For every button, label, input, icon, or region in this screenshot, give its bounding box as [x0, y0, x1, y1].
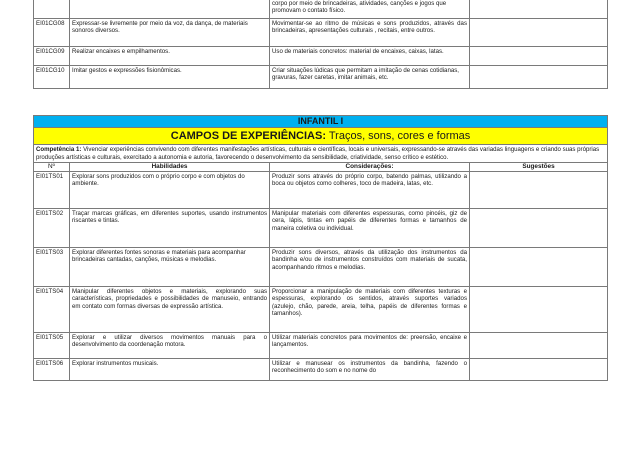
row-code: EI01CG10	[34, 66, 70, 89]
row-suggestion	[470, 66, 608, 89]
row-consideration: Proporcionar a manipulação de materiais com diferentes texturas e espessuras, explorando os sentidos, através suportes variados (azulejo, chão, parede, areia, telha, papéis de diferentes formas e tamanhos).	[270, 286, 470, 332]
row-code: EI01TS02	[34, 208, 70, 247]
row-consideration: Criar situações lúdicas que permitam a imitação de cenas cotidianas, gravuras, fazer caretas, imitar animais, etc.	[270, 66, 470, 89]
row-consideration: Uso de materiais concretos: material de encaixes, caixas, latas.	[270, 47, 470, 66]
row-suggestion	[470, 208, 608, 247]
section-title-row	[34, 116, 608, 128]
row-skill	[70, 0, 270, 19]
row-consideration: Produzir sons através do próprio corpo, batendo palmas, utilizando a boca ou objetos como colheres, toco de madeira, latas, etc.	[270, 171, 470, 208]
column-header-suggestions: Sugestões	[470, 163, 608, 172]
column-header-number: Nº	[34, 163, 70, 172]
section-title: INFANTIL I	[34, 116, 608, 128]
table-row	[34, 66, 608, 89]
competence-label: Competência 1:	[36, 146, 82, 153]
row-skill: Traçar marcas gráficas, em diferentes suportes, usando instrumentos riscantes e tintas.	[70, 208, 270, 247]
row-code	[34, 0, 70, 19]
infantil-i-table	[33, 115, 608, 381]
row-suggestion	[470, 0, 608, 19]
competence-text: Vivenciar experiências convivendo com diferentes manifestações artísticas, culturais e científicas, locais e universais, expressando-se através das variadas linguagens e criando suas próprias produções artísticas e culturais, exercitado a autonomia e autoria, favorecendo o desenvolvimento da sensibilidade, criatividade, senso crítico e estético.	[36, 146, 600, 161]
row-consideration: Utilizar e manusear os instrumentos da bandinha, fazendo o reconhecimento do som e no nome do	[270, 358, 470, 380]
table-row	[34, 208, 608, 247]
row-suggestion	[470, 247, 608, 286]
row-code: EI01TS04	[34, 286, 70, 332]
row-skill: Explorar sons produzidos com o próprio corpo e com objetos do ambiente.	[70, 171, 270, 208]
row-code: EI01TS06	[34, 358, 70, 380]
column-header-skills: Habilidades	[70, 163, 270, 172]
row-skill: Explorar e utilizar diversos movimentos manuais para o desenvolvimento da coordenação motora.	[70, 332, 270, 358]
row-skill: Explorar instrumentos musicais.	[70, 358, 270, 380]
row-consideration: Manipular materiais com diferentes espessuras, como pincéis, giz de cera, lápis, tintas em papéis de diferentes formas e tamanhos de maneira coletiva ou individual.	[270, 208, 470, 247]
experience-fields-label: CAMPOS DE EXPERIÊNCIAS:	[170, 130, 326, 142]
row-skill: Expressar-se livremente por meio da voz, da dança, de materiais sonoros diversos.	[70, 19, 270, 47]
row-code: EI01TS05	[34, 332, 70, 358]
competence	[34, 145, 608, 163]
row-consideration: Produzir sons diversos, através da utilização dos instrumentos da bandinha e/ou de instrumentos construídos com materiais de sucata, acompanhando ritmos e melodias.	[270, 247, 470, 286]
table-row	[34, 247, 608, 286]
row-consideration: Utilizar materiais concretos para movimentos de: preensão, encaixe e lançamentos.	[270, 332, 470, 358]
column-header-considerations: Considerações:	[270, 163, 470, 172]
experience-fields	[34, 128, 608, 145]
row-suggestion	[470, 171, 608, 208]
row-suggestion	[470, 47, 608, 66]
column-header-row	[34, 163, 608, 172]
table-row	[34, 0, 608, 19]
table-row	[34, 171, 608, 208]
row-skill: Explorar diferentes fontes sonoras e materiais para acompanhar brincadeiras cantadas, canções, músicas e melodias.	[70, 247, 270, 286]
competence-row	[34, 145, 608, 163]
row-consideration: corpo por meio de brincadeiras, atividades, canções e jogos que promovam o contato físico.	[270, 0, 470, 19]
row-code: EI01CG09	[34, 47, 70, 66]
fields-row	[34, 128, 608, 145]
row-skill: Imitar gestos e expressões fisionômicas.	[70, 66, 270, 89]
table-row	[34, 47, 608, 66]
table-row	[34, 358, 608, 380]
table-row	[34, 332, 608, 358]
row-code: EI01TS01	[34, 171, 70, 208]
experience-fields-name: Traços, sons, cores e formas	[326, 130, 471, 142]
row-suggestion	[470, 332, 608, 358]
row-suggestion	[470, 286, 608, 332]
row-consideration: Movimentar-se ao ritmo de músicas e sons produzidos, através das brincadeiras, apresentações culturais , recitais, entre outros.	[270, 19, 470, 47]
table-row	[34, 19, 608, 47]
row-skill: Realizar encaixes e empilhamentos.	[70, 47, 270, 66]
table-row	[34, 286, 608, 332]
previous-competence-table	[33, 0, 608, 89]
row-suggestion	[470, 19, 608, 47]
row-suggestion	[470, 358, 608, 380]
row-code: EI01CG08	[34, 19, 70, 47]
row-skill: Manipular diferentes objetos e materiais, explorando suas características, propriedades e possibilidades de manuseio, entrando em contato com formas diversas de expressão artística.	[70, 286, 270, 332]
row-code: EI01TS03	[34, 247, 70, 286]
